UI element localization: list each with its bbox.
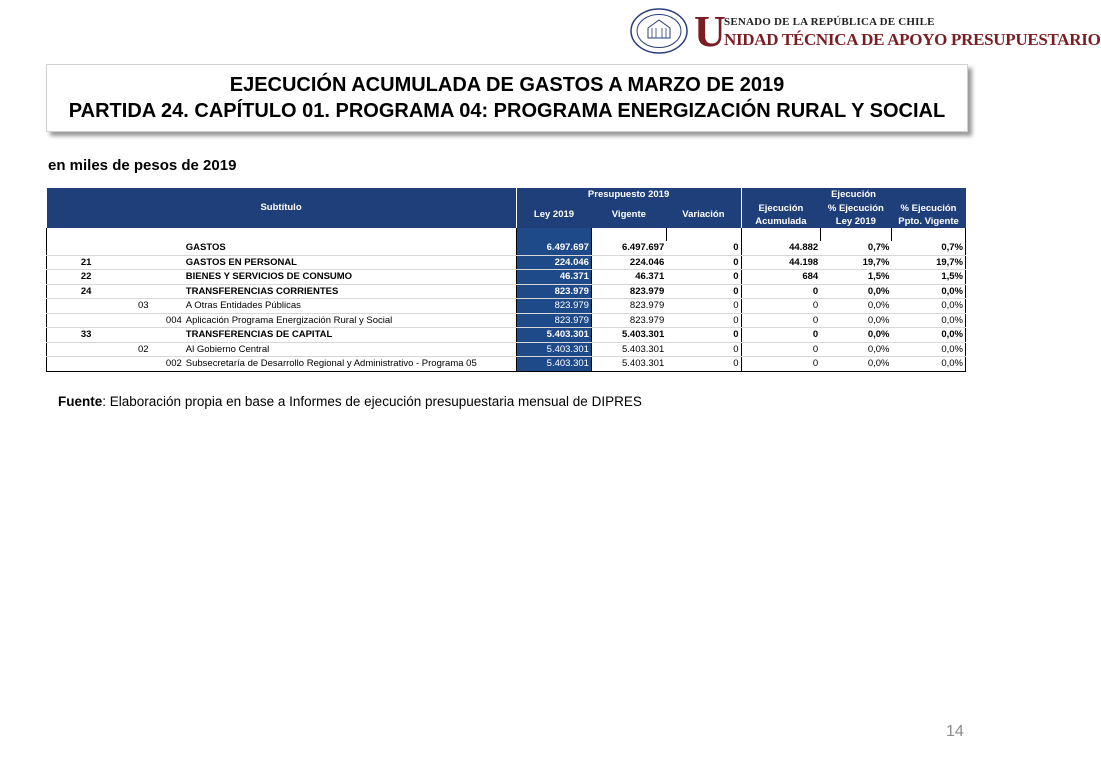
senate-seal-icon [630, 8, 688, 54]
cell-variacion: 0 [666, 270, 741, 285]
header-pct-ley [820, 202, 891, 228]
cell-variacion: 0 [666, 328, 741, 343]
table-row [47, 284, 966, 299]
cell-ley: 5.403.301 [516, 342, 591, 357]
cell-pct-vigente: 0,0% [892, 328, 966, 343]
cell-asignacion [151, 328, 184, 343]
header-pct-ley-l2: Ley 2019 [835, 215, 876, 227]
header-ejec-acumulada-l2: Acumulada [755, 215, 807, 227]
cell-ejecucion: 684 [741, 270, 820, 285]
cell-variacion: 0 [666, 284, 741, 299]
cell-pct-vigente: 19,7% [892, 255, 966, 270]
cell-description: TRANSFERENCIAS DE CAPITAL [184, 328, 516, 343]
cell-vigente: 5.403.301 [591, 357, 666, 372]
spacer-row [47, 228, 966, 242]
cell-subtitulo: 24 [47, 284, 126, 299]
cell-variacion: 0 [666, 357, 741, 372]
logo-unidad-text: NIDAD TÉCNICA DE APOYO PRESUPUESTARIO [724, 30, 1101, 49]
table-row [47, 357, 966, 372]
header-variacion: Variación [666, 202, 741, 228]
cell-pct-vigente: 0,0% [892, 284, 966, 299]
logo-letter-u: U [694, 7, 726, 56]
header-ejecucion: Ejecución [741, 188, 965, 202]
cell-vigente: 6.497.697 [591, 241, 666, 255]
header-presupuesto: Presupuesto 2019 [516, 188, 741, 202]
cell-variacion: 0 [666, 255, 741, 270]
cell-variacion: 0 [666, 241, 741, 255]
cell-item [125, 270, 150, 285]
cell-ejecucion: 44.882 [741, 241, 820, 255]
page-number: 14 [946, 723, 964, 740]
cell-vigente: 823.979 [591, 299, 666, 314]
cell-asignacion: 004 [151, 313, 184, 328]
cell-variacion: 0 [666, 299, 741, 314]
cell-subtitulo [47, 299, 126, 314]
header-ejec-acumulada [741, 202, 820, 228]
budget-table [46, 188, 966, 372]
cell-ley: 224.046 [516, 255, 591, 270]
header-pct-vigente [892, 202, 966, 228]
header-subtitulo: Subtítulo [47, 188, 517, 228]
cell-description: GASTOS EN PERSONAL [184, 255, 516, 270]
cell-ejecucion: 0 [741, 357, 820, 372]
cell-item [125, 313, 150, 328]
cell-pct-vigente: 0,7% [892, 241, 966, 255]
cell-pct-vigente: 0,0% [892, 342, 966, 357]
cell-pct-ley: 0,0% [820, 328, 891, 343]
cell-description: A Otras Entidades Públicas [184, 299, 516, 314]
title-line-1: EJECUCIÓN ACUMULADA DE GASTOS A MARZO DE 2019 [229, 74, 785, 96]
cell-variacion: 0 [666, 342, 741, 357]
cell-vigente: 5.403.301 [591, 342, 666, 357]
cell-description: GASTOS [184, 241, 516, 255]
header-ley: Ley 2019 [516, 202, 591, 228]
cell-ley: 823.979 [516, 284, 591, 299]
source-note [58, 394, 642, 409]
table-row [47, 313, 966, 328]
cell-item [125, 328, 150, 343]
cell-item [125, 284, 150, 299]
cell-ley: 46.371 [516, 270, 591, 285]
cell-description: Aplicación Programa Energización Rural y Social [184, 313, 516, 328]
cell-ley: 823.979 [516, 299, 591, 314]
cell-description: Al Gobierno Central [184, 342, 516, 357]
cell-ley: 6.497.697 [516, 241, 591, 255]
header-pct-vigente-l1: % Ejecución [900, 202, 957, 214]
cell-vigente: 823.979 [591, 284, 666, 299]
cell-variacion: 0 [666, 313, 741, 328]
table-row [47, 328, 966, 343]
cell-asignacion [151, 241, 184, 255]
cell-pct-ley: 19,7% [820, 255, 891, 270]
cell-vigente: 224.046 [591, 255, 666, 270]
cell-vigente: 823.979 [591, 313, 666, 328]
cell-description: BIENES Y SERVICIOS DE CONSUMO [184, 270, 516, 285]
cell-pct-ley: 0,0% [820, 342, 891, 357]
cell-ley: 5.403.301 [516, 357, 591, 372]
cell-item [125, 255, 150, 270]
cell-asignacion [151, 270, 184, 285]
cell-asignacion [151, 299, 184, 314]
cell-description: Subsecretaría de Desarrollo Regional y Administrativo - Programa 05 [184, 357, 516, 372]
header-ejec-acumulada-l1: Ejecución [758, 202, 804, 214]
cell-pct-ley: 0,0% [820, 357, 891, 372]
cell-pct-vigente: 1,5% [892, 270, 966, 285]
cell-asignacion [151, 284, 184, 299]
header-pct-ley-l1: % Ejecución [827, 202, 884, 214]
logo-senado-text: SENADO DE LA REPÚBLICA DE CHILE [724, 16, 935, 28]
title-box [46, 64, 968, 132]
cell-ejecucion: 0 [741, 328, 820, 343]
header-vigente: Vigente [591, 202, 666, 228]
cell-subtitulo: 33 [47, 328, 126, 343]
table-row [47, 342, 966, 357]
header-pct-vigente-l2: Ppto. Vigente [898, 215, 959, 227]
senate-logo [628, 7, 1101, 56]
cell-subtitulo [47, 241, 126, 255]
cell-subtitulo [47, 313, 126, 328]
cell-pct-ley: 0,0% [820, 313, 891, 328]
cell-pct-vigente: 0,0% [892, 313, 966, 328]
cell-asignacion [151, 255, 184, 270]
cell-pct-vigente: 0,0% [892, 357, 966, 372]
cell-ejecucion: 0 [741, 284, 820, 299]
cell-item [125, 357, 150, 372]
cell-ejecucion: 0 [741, 342, 820, 357]
cell-ejecucion: 0 [741, 313, 820, 328]
cell-pct-ley: 0,0% [820, 284, 891, 299]
cell-subtitulo: 22 [47, 270, 126, 285]
cell-ley: 823.979 [516, 313, 591, 328]
cell-pct-ley: 0,0% [820, 299, 891, 314]
cell-asignacion: 002 [151, 357, 184, 372]
cell-subtitulo [47, 342, 126, 357]
cell-vigente: 46.371 [591, 270, 666, 285]
cell-ejecucion: 44.198 [741, 255, 820, 270]
table-row [47, 241, 966, 255]
cell-vigente: 5.403.301 [591, 328, 666, 343]
table-row [47, 299, 966, 314]
table-row [47, 255, 966, 270]
cell-pct-ley: 1,5% [820, 270, 891, 285]
cell-pct-vigente: 0,0% [892, 299, 966, 314]
cell-ejecucion: 0 [741, 299, 820, 314]
units-label: en miles de pesos de 2019 [48, 157, 237, 174]
source-label: Fuente [58, 394, 103, 409]
cell-description: TRANSFERENCIAS CORRIENTES [184, 284, 516, 299]
cell-item: 02 [125, 342, 150, 357]
cell-pct-ley: 0,7% [820, 241, 891, 255]
cell-item [125, 241, 150, 255]
cell-subtitulo [47, 357, 126, 372]
cell-item: 03 [125, 299, 150, 314]
cell-subtitulo: 21 [47, 255, 126, 270]
table-row [47, 270, 966, 285]
cell-ley: 5.403.301 [516, 328, 591, 343]
title-line-2: PARTIDA 24. CAPÍTULO 01. PROGRAMA 04: PROGRAMA ENERGIZACIÓN RURAL Y SOCIAL [68, 100, 946, 122]
source-text: : Elaboración propia en base a Informes de ejecución presupuestaria mensual de DIPRES [102, 394, 642, 409]
cell-asignacion [151, 342, 184, 357]
